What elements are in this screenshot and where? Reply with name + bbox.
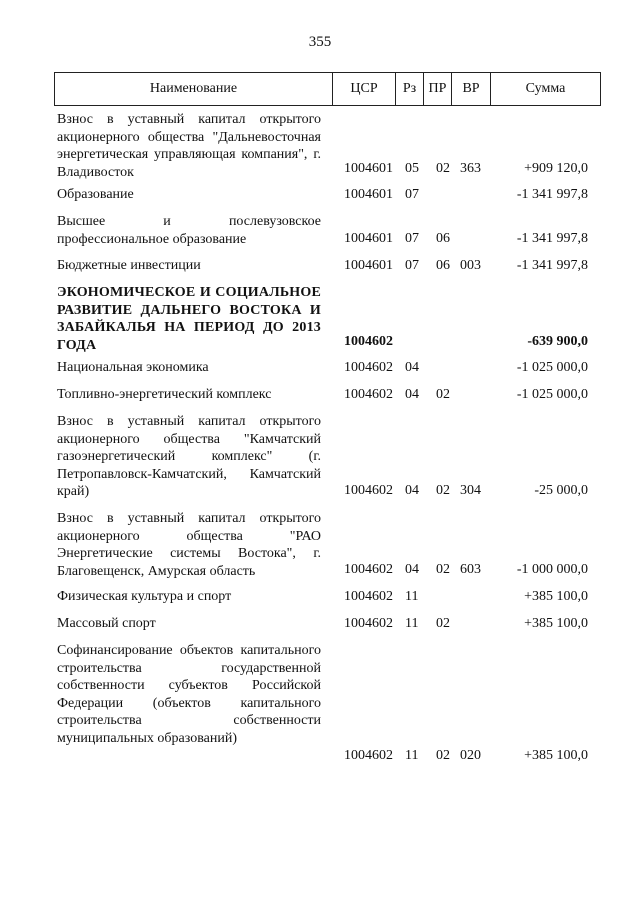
table-row [0, 642, 640, 764]
row-csr: 1004601 [344, 258, 393, 273]
row-sum: +909 120,0 [524, 161, 588, 176]
table-row [0, 257, 640, 274]
row-vr: 603 [460, 562, 481, 577]
row-pr: 02 [436, 616, 450, 631]
row-name: Взнос в уставный капитал открытого акционерного общества "РАО Энергетические системы Востока", г. Благовещенск, Амурская область [57, 511, 321, 579]
table-row [0, 186, 640, 203]
row-pr: 02 [436, 387, 450, 402]
row-name: Взнос в уставный капитал открытого акционерного общества "Камчатский газоэнергетический комплекс" (г. Петропавловск-Камчатский, Камчатский край) [57, 414, 321, 499]
row-rz: 11 [405, 748, 419, 763]
header-vr: ВР [452, 73, 491, 105]
row-rz: 04 [405, 387, 419, 402]
row-name: Взнос в уставный капитал открытого акционерного общества "Дальневосточная энергетическая управляющая компания", г. Владивосток [57, 112, 321, 180]
row-name: Национальная экономика [57, 360, 209, 375]
row-sum: -1 000 000,0 [516, 562, 588, 577]
row-csr: 1004602 [344, 589, 393, 604]
row-vr: 020 [460, 748, 481, 763]
page-number: 355 [308, 34, 332, 50]
row-rz: 11 [405, 616, 419, 631]
row-rz: 07 [405, 187, 419, 202]
header-sum: Сумма [525, 81, 566, 96]
row-vr: 003 [460, 258, 481, 273]
row-rz: 11 [405, 589, 419, 604]
row-pr: 02 [436, 748, 450, 763]
row-sum: -1 025 000,0 [516, 387, 588, 402]
row-csr: 1004602 [344, 562, 393, 577]
row-pr: 06 [436, 231, 450, 246]
row-sum: -1 341 997,8 [516, 187, 588, 202]
row-name: Образование [57, 187, 134, 202]
row-csr: 1004602 [344, 748, 393, 763]
table-row [0, 386, 640, 403]
section-title: ЭКОНОМИЧЕСКОЕ И СОЦИАЛЬНОЕ РАЗВИТИЕ ДАЛЬНЕГО ВОСТОКА И ЗАБАЙКАЛЬЯ НА ПЕРИОД ДО 2013 ГОДА [57, 285, 321, 353]
table-row [0, 615, 640, 632]
row-csr: 1004601 [344, 231, 393, 246]
row-pr: 06 [436, 258, 450, 273]
row-csr: 1004601 [344, 161, 393, 176]
row-sum: +385 100,0 [524, 748, 588, 763]
row-rz: 07 [405, 231, 419, 246]
table-row [0, 111, 640, 180]
table-row [0, 359, 640, 376]
row-rz: 04 [405, 562, 419, 577]
row-csr: 1004601 [344, 187, 393, 202]
table-row [0, 413, 640, 499]
table-header [54, 72, 601, 106]
row-pr: 02 [436, 161, 450, 176]
row-sum: -1 341 997,8 [516, 258, 588, 273]
row-rz: 05 [405, 161, 419, 176]
row-csr: 1004602 [344, 334, 393, 349]
row-name: Бюджетные инвестиции [57, 258, 201, 273]
header-pr: ПР [424, 73, 452, 105]
row-sum: +385 100,0 [524, 616, 588, 631]
row-name: Физическая культура и спорт [57, 589, 232, 604]
row-pr: 02 [436, 562, 450, 577]
table-row-section [0, 284, 640, 353]
row-vr: 363 [460, 161, 481, 176]
row-rz: 04 [405, 483, 419, 498]
row-name: Топливно-энергетический комплекс [57, 387, 272, 402]
header-name: Наименование [55, 73, 333, 105]
row-csr: 1004602 [344, 387, 393, 402]
row-sum: -1 025 000,0 [516, 360, 588, 375]
row-rz: 07 [405, 258, 419, 273]
table-row [0, 588, 640, 605]
row-sum: +385 100,0 [524, 589, 588, 604]
row-sum: -1 341 997,8 [516, 231, 588, 246]
row-pr: 02 [436, 483, 450, 498]
row-csr: 1004602 [344, 616, 393, 631]
table-row [0, 213, 640, 247]
row-csr: 1004602 [344, 483, 393, 498]
header-csr: ЦСР [333, 73, 396, 105]
row-name: Массовый спорт [57, 616, 156, 631]
row-sum: -639 900,0 [527, 334, 588, 349]
row-name: Софинансирование объектов капитального строительства государственной собственности субъектов Российской Федерации (объектов капитального строительства собственности муниципальных образований) [57, 643, 321, 746]
row-rz: 04 [405, 360, 419, 375]
row-vr: 304 [460, 483, 481, 498]
header-rz: Рз [396, 73, 424, 105]
table-row [0, 510, 640, 578]
row-name: Высшее и послевузовское профессиональное образование [57, 214, 321, 247]
row-sum: -25 000,0 [534, 483, 588, 498]
row-csr: 1004602 [344, 360, 393, 375]
